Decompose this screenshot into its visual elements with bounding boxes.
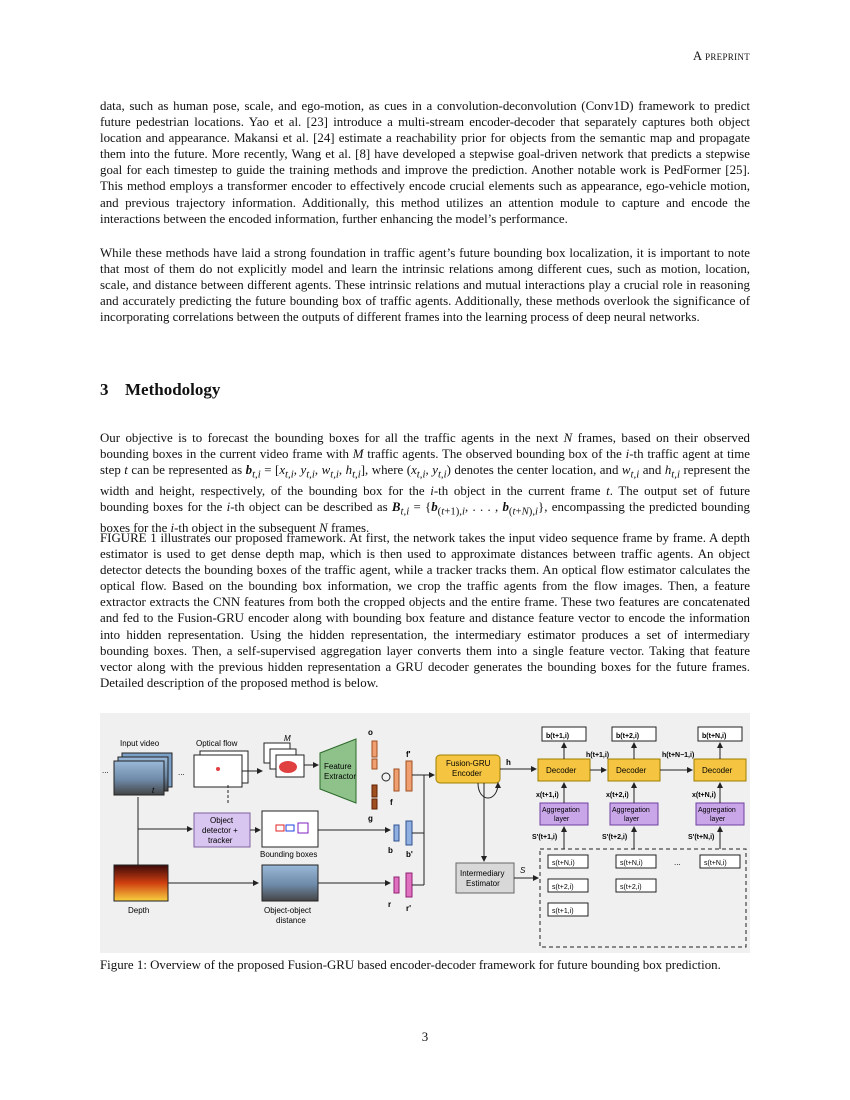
label-input-video: Input video: [120, 739, 160, 748]
dots-mid: ...: [178, 768, 185, 777]
label-oo-2: distance: [276, 916, 306, 925]
video-frame-front: [114, 761, 164, 795]
label-fprime: f': [406, 750, 411, 759]
label-agg-2b: layer: [624, 816, 640, 823]
vec-b: [394, 825, 399, 841]
section-heading: [100, 380, 220, 400]
framework-diagram: [100, 713, 750, 953]
concat-op: [382, 773, 390, 781]
vec-bprime: [406, 821, 412, 845]
label-f: f: [390, 798, 393, 807]
label-b: b: [388, 846, 393, 855]
label-bounding-boxes: Bounding boxes: [260, 850, 318, 859]
s-label-t2-a: s(t+2,i): [552, 884, 574, 891]
label-t: t: [152, 786, 155, 795]
dots-left: ...: [102, 766, 109, 775]
label-object: Object: [210, 816, 234, 825]
label-estimator: Estimator: [466, 879, 500, 888]
label-h-t1: h(t+1,i): [586, 752, 610, 759]
label-sp-t2: S'(t+2,i): [602, 834, 628, 841]
vec-f: [394, 769, 399, 791]
vec-rprime: [406, 873, 412, 897]
dots-s: ...: [674, 858, 681, 867]
label-b-tN: b(t+N,i): [702, 733, 727, 740]
s-label-t2-b: s(t+2,i): [620, 884, 642, 891]
label-rprime: r': [406, 904, 412, 913]
distance-frame: [262, 865, 318, 901]
label-bprime: b': [406, 850, 413, 859]
label-S: S: [520, 866, 526, 875]
label-decoder-1: Decoder: [546, 766, 577, 775]
vec-o-2: [372, 759, 377, 769]
vec-o-1: [372, 741, 377, 757]
label-h: h: [506, 758, 511, 767]
label-agg-1a: Aggregation: [542, 807, 580, 814]
label-x-t2: x(t+2,i): [606, 792, 629, 799]
label-x-t1: x(t+1,i): [536, 792, 559, 799]
label-detector: detector +: [202, 826, 238, 835]
label-agg-1b: layer: [554, 816, 570, 823]
vec-g-2: [372, 799, 377, 809]
label-agg-Na: Aggregation: [698, 807, 736, 814]
s-label-t1-a: s(t+1,i): [552, 908, 574, 915]
label-feature: Feature: [324, 762, 352, 771]
label-M: M: [284, 734, 291, 743]
section-title: Methodology: [125, 380, 221, 399]
figure-caption: Figure 1: Overview of the proposed Fusion-GRU based encoder-decoder framework for future bounding box prediction.: [100, 958, 721, 972]
page-number: 3: [421, 1030, 429, 1044]
s-label-tN-b: s(t+N,i): [620, 860, 643, 867]
figure-1-diagram: [100, 713, 750, 953]
label-o: o: [368, 728, 373, 737]
vec-fprime: [406, 761, 412, 791]
depth-map: [114, 865, 168, 901]
running-header: A preprint: [693, 49, 750, 63]
label-x-tN: x(t+N,i): [692, 792, 716, 799]
label-intermediary: Intermediary: [460, 869, 505, 878]
section-number: 3: [100, 380, 109, 399]
s-label-tN-c: s(t+N,i): [704, 860, 727, 867]
feature-extractor: [320, 739, 356, 803]
vec-r: [394, 877, 399, 893]
crop-blob: [279, 761, 297, 773]
flow-blob: [216, 767, 220, 771]
label-sp-t1: S'(t+1,i): [532, 834, 558, 841]
label-sp-tN: S'(t+N,i): [688, 834, 715, 841]
label-agg-2a: Aggregation: [612, 807, 650, 814]
paragraph-objective: Our objective is to forecast the bounding boxes for all the traffic agents in the next N frames, based on their observed bounding boxes in the current video frame with M traffic agents. The observed bounding box of the i-th traffic agent at time step t can be represented as $b_{t,i} = [x_{t,i}$, $y_{t,i}$, $w_{t,i}$, $h_{t,i}$], where ($x_{t,i}$, $y_{t,i}$) denotes the center location, and $w_{t,i}$ and $h_{t,i}$ represent the width and height, respectively, of the bounding box for the i-th object in the current frame t. The output set of future bounding boxes for the i-th object can be described as $B_{t,i} = \{b_{(t+1),i}$, . . . , $b_{(t+N),i}$}, encompassing the predicted bounding boxes for the i-th object in the subsequent N frames.: [100, 431, 750, 535]
label-h-tN1: h(t+N−1,i): [662, 752, 695, 759]
label-encoder: Encoder: [452, 769, 482, 778]
label-b-t1: b(t+1,i): [546, 733, 570, 740]
label-tracker: tracker: [208, 836, 233, 845]
label-fusion-gru: Fusion-GRU: [446, 759, 491, 768]
s-label-tN-a: s(t+N,i): [552, 860, 575, 867]
label-agg-Nb: layer: [710, 816, 726, 823]
bounding-boxes-frame: [262, 811, 318, 847]
label-optical-flow: Optical flow: [196, 739, 238, 748]
label-extractor: Extractor: [324, 772, 357, 781]
label-b-t2: b(t+2,i): [616, 733, 640, 740]
paragraph-framework: FIGURE 1 illustrates our proposed framework. At first, the network takes the input video sequence frame by frame. A depth estimator is used to get dense depth map, which is then used to approximate distances between traffic agents. An object detector detects the bounding boxes of the traffic agent, while a tracker tracks them. An optical flow estimator calculates the optical flow. Based on the bounding box information, we crop the traffic agents from the flow images. Then, a feature extractor extracts the CNN features from both the cropped objects and the entire frame. These two features are concatenated and fed to the Fusion-GRU encoder along with bounding box feature and distance feature vector to encode the information into hidden representation. Using the hidden representation, the intermediary estimator produces a set of intermediary bounding boxes. Then, a self-supervised aggregation layer converts them into a single feature vector. Taking that feature vector along with the previous hidden representation a GRU decoder generates the bounding boxes for the future frames. Detailed description of the proposed method is below.: [100, 531, 750, 690]
label-r: r: [388, 900, 392, 909]
label-g: g: [368, 814, 373, 823]
paragraph-related-work: data, such as human pose, scale, and ego-motion, as cues in a convolution-deconvolution (Conv1D) framework to predict future pedestrian locations. Yao et al. [23] introduce a multi-stream encoder-decoder that separately captures both object location and appearance. Makansi et al. [24] estimate a reachability prior for objects from the semantic map and propagate them into the future. More recently, Wang et al. [8] have developed a stepwise goal-driven network that predicts a stepwise goal for each timestep to guide the training methods and improve the prediction. Another notable work is PedFormer [25]. This method employs a transformer encoder to effectively encode crucial elements such as appearance, ego-vehicle motion, and previous trajectory information. Additionally, this method utilizes an attention module to capture and encode the interactions between the encoded information, further enhancing the model’s performance.: [100, 99, 750, 226]
label-decoder-2: Decoder: [616, 766, 647, 775]
vec-g-1: [372, 785, 377, 797]
intermediary-estimator: [456, 863, 514, 893]
label-decoder-N: Decoder: [702, 766, 733, 775]
label-depth: Depth: [128, 906, 150, 915]
paragraph-limitations: While these methods have laid a strong foundation in traffic agent’s future bounding box localization, it is important to note that most of them do not explicitly model and learn the intrinsic relations among different cues, such as motion, location, scale, and distance between different agents. These intrinsic relations and mutual interactions play a crucial role in reasoning and accurately predicting the future bounding box of traffic agents. Additionally, these methods overlook the significance of incorporating correlations between the outputs of different frames into the learning process of deep neural networks.: [100, 246, 750, 325]
label-oo-1: Object-object: [264, 906, 312, 915]
